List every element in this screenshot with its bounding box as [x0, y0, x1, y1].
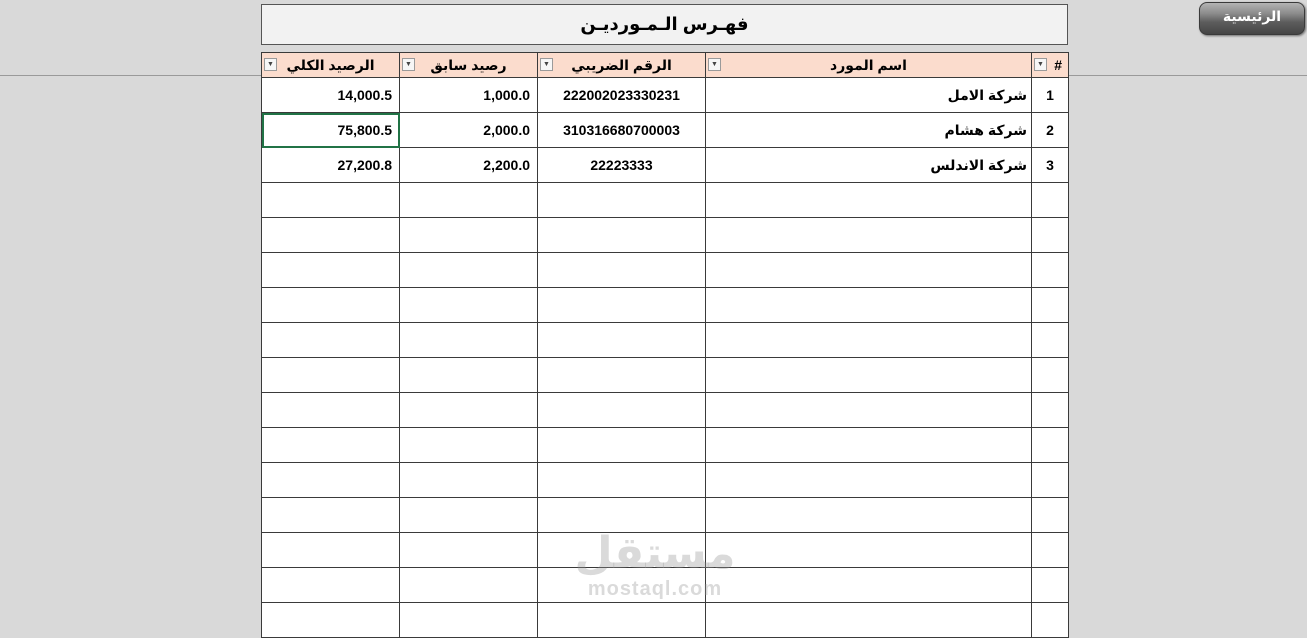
- cell-previous-balance[interactable]: [400, 463, 538, 498]
- cell-index[interactable]: [1032, 498, 1069, 533]
- cell-total-balance[interactable]: [262, 463, 400, 498]
- table-header-row: [262, 53, 1069, 78]
- mostaql-watermark: مستقل mostaql.com: [574, 529, 736, 600]
- cell-index[interactable]: [1032, 218, 1069, 253]
- cell-tax-number[interactable]: [538, 533, 706, 568]
- empty-table-row: [262, 253, 1069, 288]
- header-previous-balance: ▼ رصيد سابق: [400, 53, 538, 78]
- cell-tax-number[interactable]: [538, 183, 706, 218]
- table-row: [262, 78, 1069, 113]
- header-index: ▼ #: [1032, 53, 1069, 78]
- cell-previous-balance[interactable]: [400, 393, 538, 428]
- empty-table-row: [262, 533, 1069, 568]
- cell-tax-number[interactable]: [538, 463, 706, 498]
- cell-total-balance-selected[interactable]: 75,800.5: [262, 113, 400, 148]
- cell-supplier-name[interactable]: شركة الاندلس: [706, 148, 1032, 183]
- cell-tax-number[interactable]: [538, 603, 706, 638]
- cell-previous-balance[interactable]: [400, 533, 538, 568]
- cell-previous-balance[interactable]: [400, 288, 538, 323]
- cell-tax-number[interactable]: [538, 288, 706, 323]
- cell-tax-number[interactable]: 222002023330231: [538, 78, 706, 113]
- empty-table-row: [262, 358, 1069, 393]
- cell-supplier-name[interactable]: [706, 533, 1032, 568]
- empty-table-row: [262, 288, 1069, 323]
- cell-supplier-name[interactable]: [706, 253, 1032, 288]
- cell-supplier-name[interactable]: [706, 463, 1032, 498]
- cell-index[interactable]: [1032, 603, 1069, 638]
- empty-table-row: [262, 218, 1069, 253]
- cell-total-balance[interactable]: [262, 253, 400, 288]
- cell-supplier-name[interactable]: [706, 358, 1032, 393]
- cell-total-balance[interactable]: [262, 393, 400, 428]
- empty-table-row: [262, 183, 1069, 218]
- cell-supplier-name[interactable]: [706, 498, 1032, 533]
- cell-tax-number[interactable]: 310316680700003: [538, 113, 706, 148]
- cell-previous-balance[interactable]: [400, 358, 538, 393]
- suppliers-table: [261, 52, 1069, 638]
- cell-total-balance[interactable]: [262, 533, 400, 568]
- cell-total-balance[interactable]: [262, 603, 400, 638]
- table-row: [262, 148, 1069, 183]
- cell-supplier-name[interactable]: شركة الامل: [706, 78, 1032, 113]
- home-button[interactable]: الرئيسية: [1199, 2, 1305, 35]
- cell-total-balance[interactable]: [262, 183, 400, 218]
- cell-index[interactable]: [1032, 568, 1069, 603]
- empty-table-row: [262, 393, 1069, 428]
- cell-total-balance[interactable]: [262, 218, 400, 253]
- cell-supplier-name[interactable]: [706, 393, 1032, 428]
- empty-table-row: [262, 498, 1069, 533]
- cell-supplier-name[interactable]: [706, 218, 1032, 253]
- cell-total-balance[interactable]: [262, 568, 400, 603]
- cell-tax-number[interactable]: [538, 428, 706, 463]
- cell-index[interactable]: [1032, 428, 1069, 463]
- empty-table-row: [262, 568, 1069, 603]
- cell-index[interactable]: 3: [1032, 148, 1069, 183]
- dropdown-arrow-icon[interactable]: ▼: [402, 58, 415, 71]
- cell-index[interactable]: [1032, 288, 1069, 323]
- cell-tax-number[interactable]: 22223333: [538, 148, 706, 183]
- dropdown-arrow-icon[interactable]: ▼: [540, 58, 553, 71]
- empty-table-row: [262, 463, 1069, 498]
- cell-supplier-name[interactable]: [706, 183, 1032, 218]
- header-supplier-name: ▼ اسم المورد: [706, 53, 1032, 78]
- sheet-title: فهـرس الـمـورديـن: [261, 4, 1068, 45]
- cell-previous-balance[interactable]: [400, 218, 538, 253]
- cell-index[interactable]: [1032, 533, 1069, 568]
- cell-total-balance[interactable]: [262, 498, 400, 533]
- cell-supplier-name[interactable]: [706, 323, 1032, 358]
- cell-total-balance[interactable]: [262, 288, 400, 323]
- cell-index[interactable]: [1032, 393, 1069, 428]
- empty-table-row: [262, 428, 1069, 463]
- cell-total-balance[interactable]: 14,000.5: [262, 78, 400, 113]
- cell-tax-number[interactable]: [538, 358, 706, 393]
- cell-total-balance[interactable]: [262, 358, 400, 393]
- empty-table-row: [262, 323, 1069, 358]
- cell-previous-balance[interactable]: 1,000.0: [400, 78, 538, 113]
- cell-previous-balance[interactable]: 2,200.0: [400, 148, 538, 183]
- cell-index[interactable]: 1: [1032, 78, 1069, 113]
- cell-previous-balance[interactable]: [400, 183, 538, 218]
- cell-supplier-name[interactable]: [706, 428, 1032, 463]
- dropdown-arrow-icon[interactable]: ▼: [1034, 58, 1047, 71]
- cell-tax-number[interactable]: [538, 323, 706, 358]
- dropdown-arrow-icon[interactable]: ▼: [708, 58, 721, 71]
- cell-previous-balance[interactable]: 2,000.0: [400, 113, 538, 148]
- cell-total-balance[interactable]: [262, 323, 400, 358]
- cell-supplier-name[interactable]: [706, 603, 1032, 638]
- cell-index[interactable]: 2: [1032, 113, 1069, 148]
- cell-supplier-name[interactable]: [706, 568, 1032, 603]
- empty-table-row: [262, 603, 1069, 638]
- cell-previous-balance[interactable]: [400, 498, 538, 533]
- header-tax-number: ▼ الرقم الضريبي: [538, 53, 706, 78]
- cell-previous-balance[interactable]: [400, 603, 538, 638]
- cell-tax-number[interactable]: [538, 393, 706, 428]
- cell-tax-number[interactable]: [538, 568, 706, 603]
- cell-previous-balance[interactable]: [400, 568, 538, 603]
- cell-tax-number[interactable]: [538, 253, 706, 288]
- dropdown-arrow-icon[interactable]: ▼: [264, 58, 277, 71]
- cell-total-balance[interactable]: 27,200.8: [262, 148, 400, 183]
- cell-tax-number[interactable]: [538, 498, 706, 533]
- cell-index[interactable]: [1032, 183, 1069, 218]
- cell-index[interactable]: [1032, 253, 1069, 288]
- table-row: [262, 113, 1069, 148]
- cell-previous-balance[interactable]: [400, 428, 538, 463]
- cell-tax-number[interactable]: [538, 218, 706, 253]
- cell-index[interactable]: [1032, 323, 1069, 358]
- cell-index[interactable]: [1032, 463, 1069, 498]
- cell-previous-balance[interactable]: [400, 253, 538, 288]
- cell-index[interactable]: [1032, 358, 1069, 393]
- cell-previous-balance[interactable]: [400, 323, 538, 358]
- cell-supplier-name[interactable]: شركة هشام: [706, 113, 1032, 148]
- cell-supplier-name[interactable]: [706, 288, 1032, 323]
- header-total-balance: ▼ الرصيد الكلي: [262, 53, 400, 78]
- cell-total-balance[interactable]: [262, 428, 400, 463]
